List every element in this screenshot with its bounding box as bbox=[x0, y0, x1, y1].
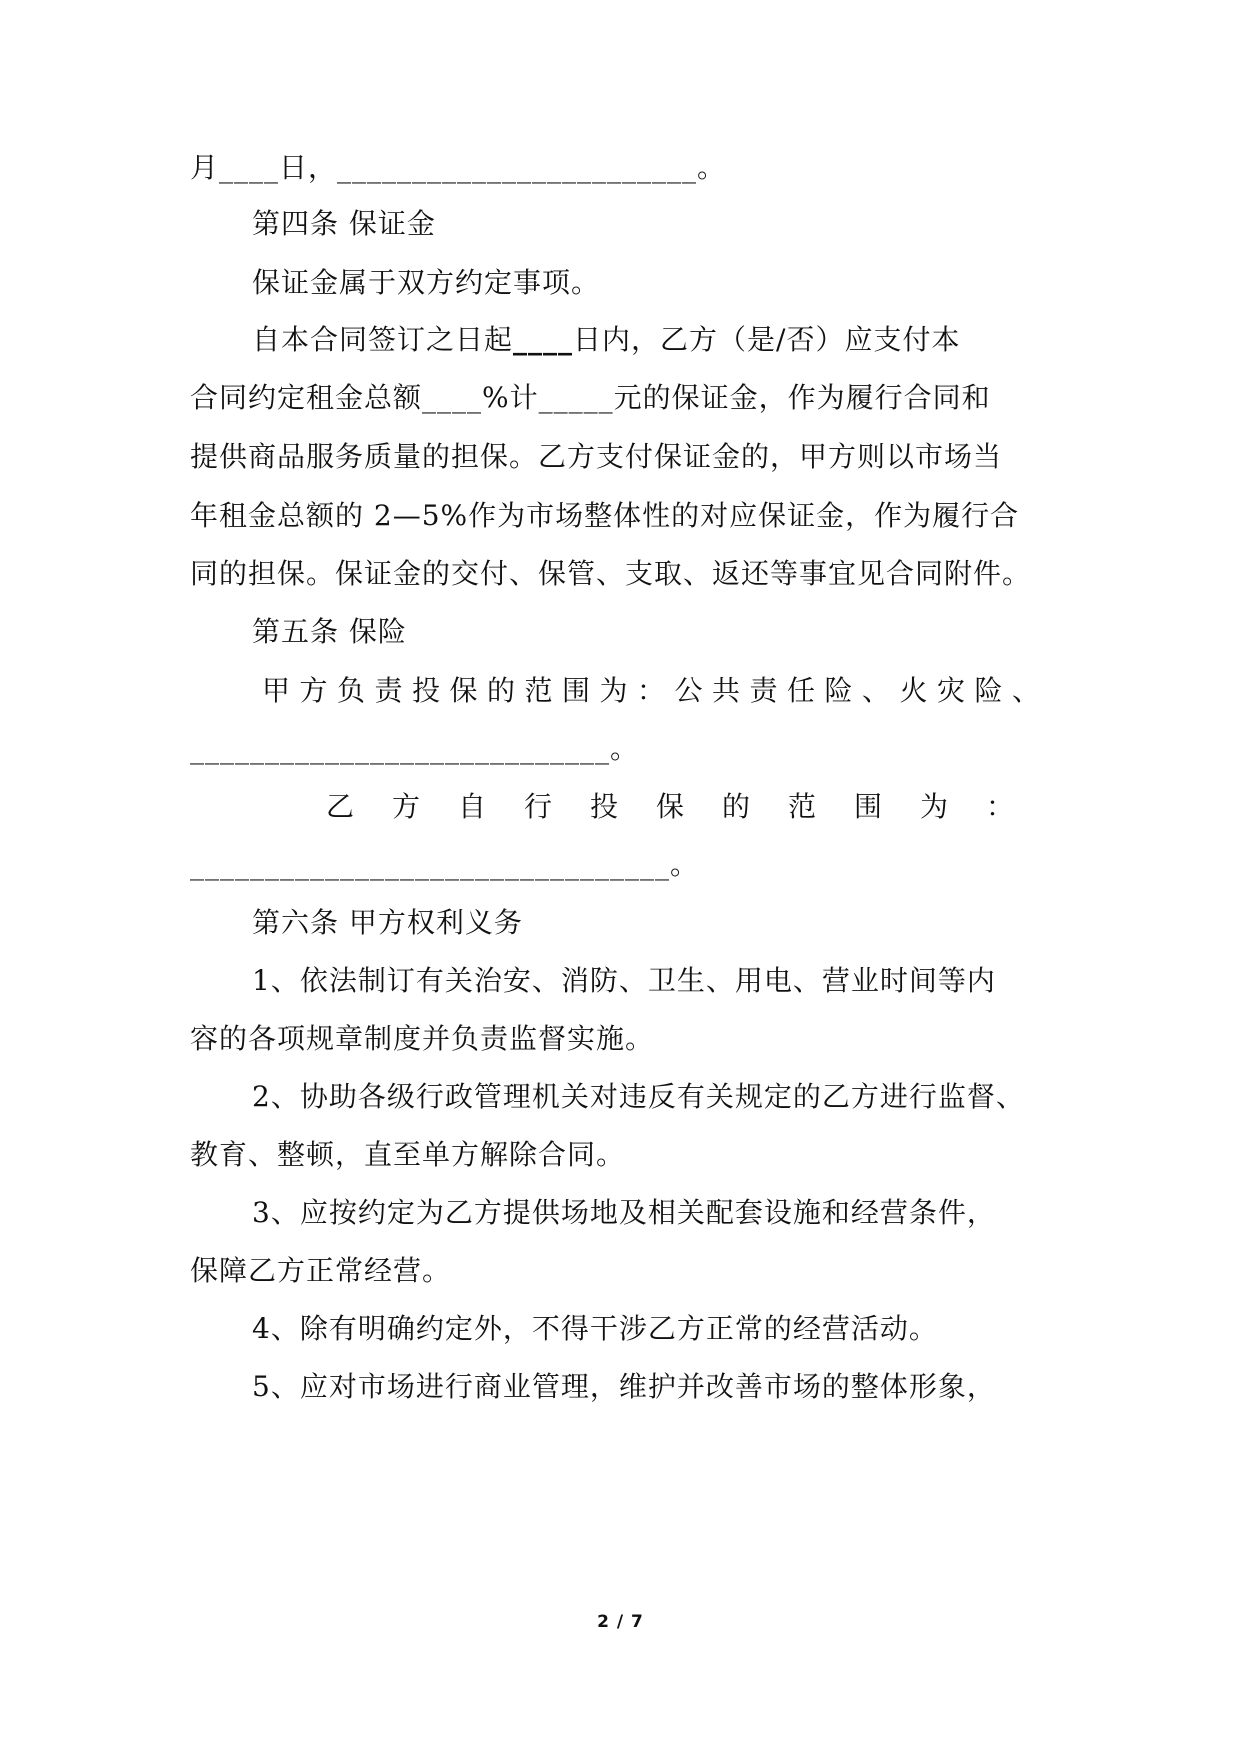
text-line-deposit-intro: 保证金属于双方约定事项。 bbox=[252, 266, 601, 299]
text-line-deposit-attachment: 同的担保。保证金的交付、保管、支取、返还等事宜见合同附件。 bbox=[190, 557, 1032, 590]
text-line-deposit-amount: 合同约定租金总额____%计_____元的保证金，作为履行合同和 bbox=[190, 381, 991, 414]
text-line-deposit-market: 年租金总额的 2—5%作为市场整体性的对应保证金，作为履行合 bbox=[190, 499, 1020, 532]
page-number: 2 / 7 bbox=[597, 1612, 644, 1632]
text-line-item-3b: 保障乙方正常经营。 bbox=[190, 1254, 452, 1287]
text-line-item-2b: 教育、整顿，直至单方解除合同。 bbox=[190, 1138, 626, 1171]
text-line-item-2a: 2、协助各级行政管理机关对违反有关规定的乙方进行监督、 bbox=[252, 1080, 1025, 1113]
text-line-deposit-guarantee: 提供商品服务质量的担保。乙方支付保证金的，甲方则以市场当 bbox=[190, 440, 1003, 473]
text-line-insurance-party-a-blank: ____________________________。 bbox=[190, 732, 640, 765]
text-line-item-1a: 1、依法制订有关治安、消防、卫生、用电、营业时间等内 bbox=[252, 964, 996, 997]
text-line-insurance-party-a: 甲方负责投保的范围为：公共责任险、火灾险、 bbox=[262, 674, 1050, 707]
text-line-deposit-payment bbox=[252, 320, 1112, 360]
article-4-heading: 第四条 保证金 bbox=[252, 207, 436, 240]
deposit-payment-suffix: 日内，乙方（是/否）应支付本 bbox=[573, 323, 961, 356]
text-line-item-1b: 容的各项规章制度并负责监督实施。 bbox=[190, 1022, 655, 1055]
text-line-item-5: 5、应对市场进行商业管理，维护并改善市场的整体形象， bbox=[252, 1370, 996, 1403]
deposit-days-blank: ____ bbox=[513, 323, 574, 356]
article-6-heading: 第六条 甲方权利义务 bbox=[252, 906, 523, 939]
text-line-1: 月____日，________________________。 bbox=[190, 151, 727, 184]
deposit-payment-prefix: 自本合同签订之日起 bbox=[252, 323, 514, 356]
text-line-item-3a: 3、应按约定为乙方提供场地及相关配套设施和经营条件， bbox=[252, 1196, 996, 1229]
text-line-insurance-party-b: 乙方自行投保的范围为： bbox=[326, 790, 1053, 823]
text-line-insurance-party-b-blank: ________________________________。 bbox=[190, 848, 700, 881]
article-5-heading: 第五条 保险 bbox=[252, 615, 407, 648]
text-line-item-4: 4、除有明确约定外，不得干涉乙方正常的经营活动。 bbox=[252, 1312, 938, 1345]
